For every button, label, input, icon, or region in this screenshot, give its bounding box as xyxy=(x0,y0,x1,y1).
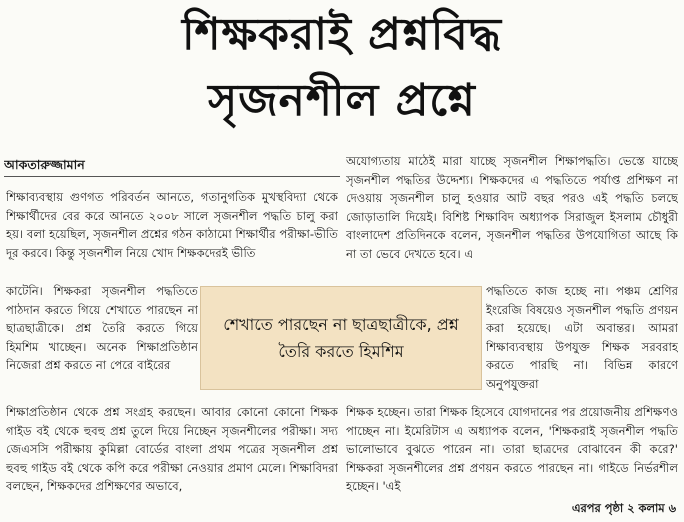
body-column-1-middle: কাটেনি। শিক্ষকরা সৃজনশীল পদ্ধতিতে পাঠদান করতে গিয়ে শেখাতে পারছেন না ছাত্রছাত্রীকে। প্রশ্ন তৈরি করতে গিয়ে হিমশিম খাচ্ছেন। অনেক শিক্ষাপ্রতিষ্ঠান নিজেরা প্রশ্ন করতে না পেরে বাইরের xyxy=(6,284,198,373)
body-column-2-middle: পদ্ধতিতে কাজ হচ্ছে না। পঞ্চম শ্রেণির ইংরেজি বিষয়েও সৃজনশীল পদ্ধতি প্রণয়ন করা হয়েছে। এটা অবান্তর। আমরা শিক্ষাব্যবস্থায় উপযুক্ত শিক্ষক সরবরাহ করতে পারছি না। বিভিন্ন কারণে অনুপযুক্তরা xyxy=(486,284,678,391)
body-column-2-bottom: শিক্ষক হচ্ছেন। তারা শিক্ষক হিসেবে যোগদানের পর প্রয়োজনীয় প্রশিক্ষণও পাচ্ছেন না। ইমেরিটাস এ অধ্যাপক বলেন, 'শিক্ষকরাই সৃজনশীল পদ্ধতি ভালোভাবে বুঝতে পারেন না। তারা ছাত্রদের বোঝাবেন কী করে?' শিক্ষকরা সৃজনশীলের প্রশ্ন প্রণয়ন করতে পারছেন না। গাইডে নির্ভরশীল হচ্ছেন। 'এই xyxy=(346,405,678,494)
headline-line-2: সৃজনশীল প্রশ্নে xyxy=(208,75,476,126)
body-column-1-top: শিক্ষাব্যবস্থায় গুণগত পরিবর্তন আনতে, গতানুগতিক মুখস্থবিদ্যা থেকে শিক্ষার্থীদের বের করে আনতে ২০০৮ সালে সৃজনশীল পদ্ধতি চালু করা হয়। বলা হয়েছিল, সৃজনশীল প্রশ্নের গঠন কাঠামো শিক্ষার্থীর পরীক্ষা-ভীতি দূর করবে। কিন্তু সৃজনশীল নিয়ে খোদ শিক্ষকদেরই ভীতি xyxy=(6,190,338,260)
byline: আকতারুজ্জামান xyxy=(4,156,340,177)
continuation-note: এরপর পৃষ্ঠা ২ কলাম ৬ xyxy=(571,501,676,515)
body-column-1-bottom: শিক্ষাপ্রতিষ্ঠান থেকে প্রশ্ন সংগ্রহ করছেন। আবার কোনো কোনো শিক্ষক গাইড বই থেকে হুবহু প্রশ্ন তুলে দিয়ে নিচ্ছেন সৃজনশীলের পরীক্ষা। সদ্য জেএসসি পরীক্ষায় কুমিল্লা বোর্ডের বাংলা প্রথম পত্রের সৃজনশীল প্রশ্ন হুবহু গাইড বই থেকে কপি করে পরীক্ষা নেওয়ার প্রমাণ মেলে। শিক্ষাবিদরা বলছেন, শিক্ষকদের প্রশিক্ষণের অভাবে, xyxy=(6,405,338,494)
headline-line-1: শিক্ষকরাই প্রশ্নবিদ্ধ xyxy=(181,9,503,60)
body-column-2-top: অযোগ্যতায় মাঠেই মারা যাচ্ছে সৃজনশীল শিক্ষাপদ্ধতি। ভেস্তে যাচ্ছে সৃজনশীল পদ্ধতির উদ্দেশ্য। শিক্ষকদের এ পদ্ধতিতে পর্যাপ্ত প্রশিক্ষণ না দেওয়ায় সৃজনশীল চালু হওয়ার আট বছর পরও এই পদ্ধতি চলছে জোড়াতালি দিয়েই। বিশিষ্ট শিক্ষাবিদ অধ্যাপক সিরাজুল ইসলাম চৌধুরী বাংলাদেশ প্রতিদিনকে বলেন, সৃজনশীল পদ্ধতির উপযোগিতা আছে কি না তা ভেবে দেখতে হবে। এ xyxy=(346,154,678,261)
pull-quote-text: শেখাতে পারছেন না ছাত্রছাত্রীকে, প্রশ্ন তৈরি করতে হিমশিম xyxy=(223,315,459,361)
pull-quote-box xyxy=(200,286,482,390)
